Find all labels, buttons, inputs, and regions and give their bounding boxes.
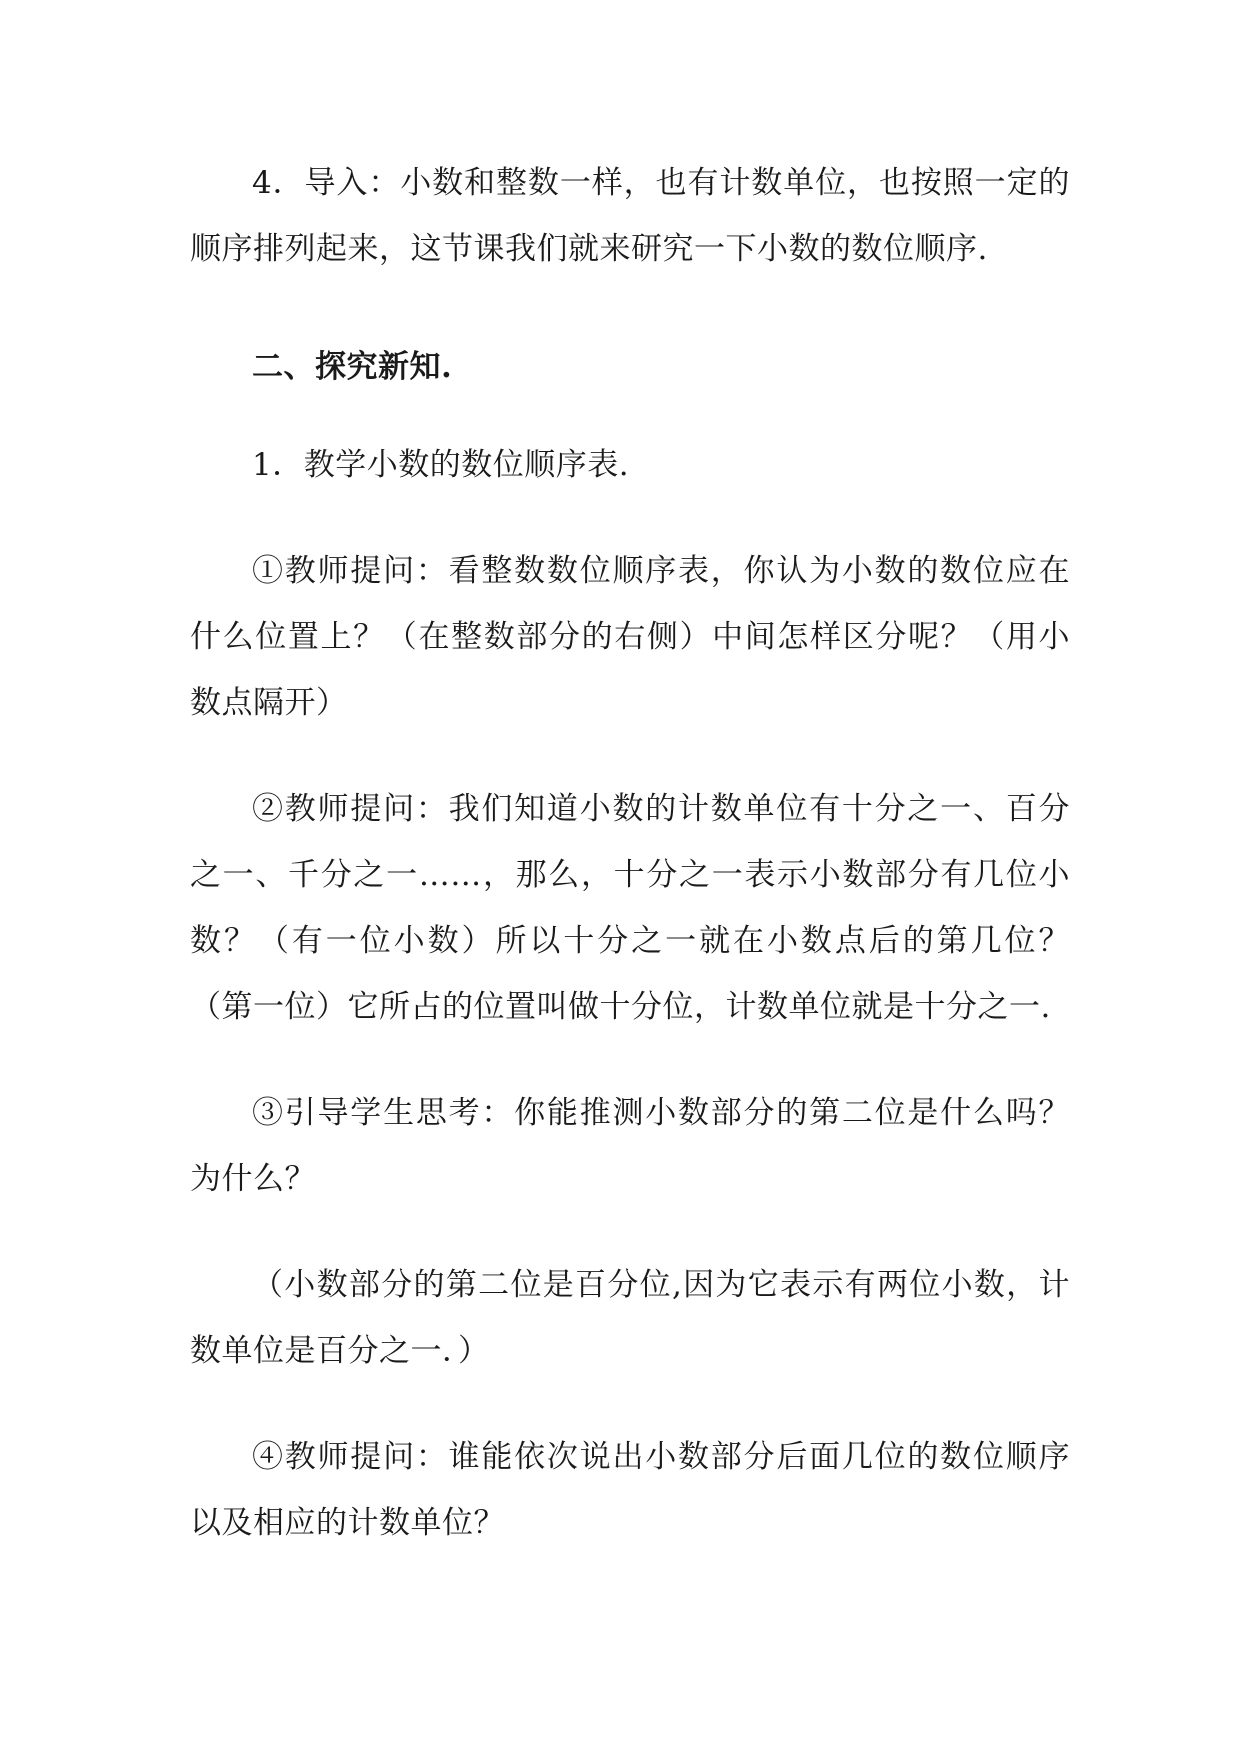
paragraph-spacer bbox=[190, 736, 1070, 776]
document-body bbox=[190, 150, 1070, 1556]
paragraph-intro: 4．导入：小数和整数一样，也有计数单位，也按照一定的顺序排列起来，这节课我们就来研究一下小数的数位顺序. bbox=[190, 165, 1070, 267]
paragraph-answer-3: （小数部分的第二位是百分位,因为它表示有两位小数，计数单位是百分之一．） bbox=[190, 1267, 1070, 1369]
paragraph-spacer bbox=[190, 1384, 1070, 1424]
paragraph-spacer bbox=[190, 282, 1070, 334]
paragraph-spacer bbox=[190, 400, 1070, 432]
paragraph-spacer bbox=[190, 1212, 1070, 1252]
paragraph-question-4: ④教师提问：谁能依次说出小数部分后面几位的数位顺序以及相应的计数单位？ bbox=[190, 1439, 1070, 1541]
paragraph-spacer bbox=[190, 1040, 1070, 1080]
section-heading: 二、探究新知. bbox=[252, 349, 453, 385]
paragraph-question-1: ①教师提问：看整数数位顺序表，你认为小数的数位应在什么位置上？（在整数部分的右侧）中间怎样区分呢？（用小数点隔开） bbox=[190, 553, 1070, 721]
paragraph-item-1: 1．教学小数的数位顺序表. bbox=[252, 447, 630, 483]
paragraph-question-2: ②教师提问：我们知道小数的计数单位有十分之一、百分之一、千分之一……，那么，十分之一表示小数部分有几位小数？（有一位小数）所以十分之一就在小数点后的第几位？（第一位）它所占的位置叫做十分位，计数单位就是十分之一. bbox=[190, 791, 1070, 1025]
paragraph-spacer bbox=[190, 498, 1070, 538]
paragraph-question-3: ③引导学生思考：你能推测小数部分的第二位是什么吗？为什么？ bbox=[190, 1095, 1070, 1197]
